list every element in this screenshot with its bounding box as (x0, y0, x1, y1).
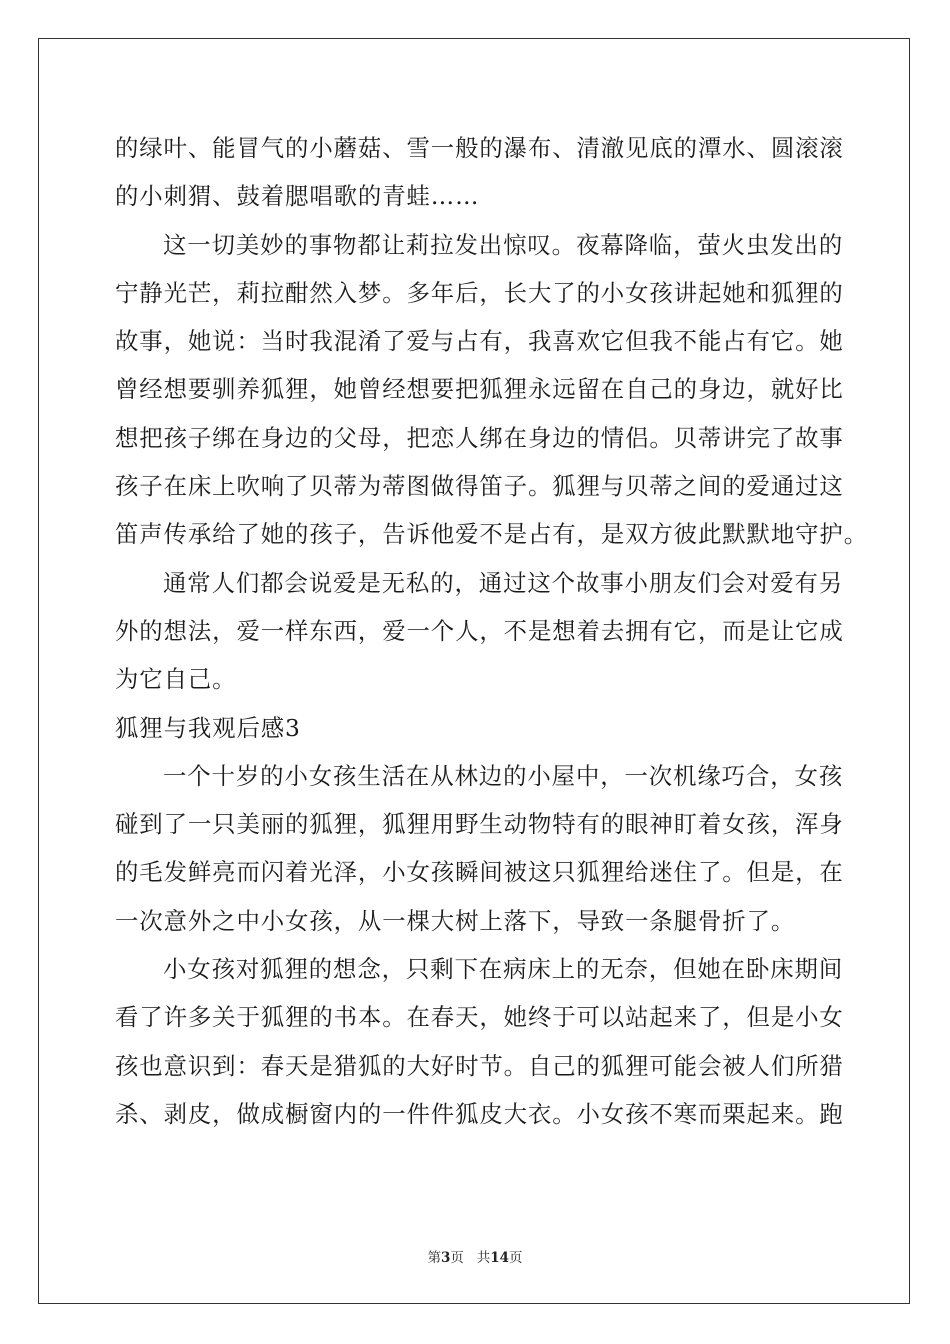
text-line: 孩子在床上吹响了贝蒂为蒂图做得笛子。狐狸与贝蒂之间的爱通过这 (115, 472, 844, 501)
text-line: 宁静光芒，莉拉酣然入梦。多年后，长大了的小女孩讲起她和狐狸的 (115, 278, 844, 307)
total-pages: 14 (490, 1250, 510, 1266)
text-line: 杀、剥皮，做成橱窗内的一件件狐皮大衣。小女孩不寒而栗起来。跑 (115, 1099, 844, 1128)
page-suffix: 页 (450, 1250, 464, 1266)
page-number: 3 (440, 1250, 451, 1266)
text-line: 碰到了一只美丽的狐狸，狐狸用野生动物特有的眼神盯着女孩，浑身 (115, 810, 844, 839)
document-body (115, 124, 869, 1138)
paragraph-start: 这一切美妙的事物都让莉拉发出惊叹。夜幕降临，萤火虫发出的 (163, 230, 844, 259)
paragraph-start: 小女孩对狐狸的想念，只剩下在病床上的无奈，但她在卧床期间 (163, 955, 844, 984)
text-line: 笛声传承给了她的孩子，告诉他爱不是占有，是双方彼此默默地守护。 (115, 520, 869, 549)
section-heading: 狐狸与我观后感3 (115, 713, 301, 742)
paragraph-start: 通常人们都会说爱是无私的，通过这个故事小朋友们会对爱有另 (163, 568, 844, 597)
text-line: 故事，她说：当时我混淆了爱与占有，我喜欢它但我不能占有它。她 (115, 327, 844, 356)
total-suffix: 页 (509, 1250, 523, 1266)
text-line: 孩也意识到：春天是猎狐的大好时节。自己的狐狸可能会被人们所猎 (115, 1051, 844, 1080)
page-footer (0, 1246, 950, 1266)
text-line: 曾经想要驯养狐狸，她曾经想要把狐狸永远留在自己的身边，就好比 (115, 375, 844, 404)
paragraph-start: 一个十岁的小女孩生活在从林边的小屋中，一次机缘巧合，女孩 (163, 761, 844, 790)
total-prefix: 共 (476, 1250, 491, 1266)
text-line: 外的想法，爱一样东西，爱一个人，不是想着去拥有它，而是让它成 (115, 616, 844, 645)
text-line: 的小刺猬、鼓着腮唱歌的青蛙…… (115, 182, 480, 211)
text-line: 看了许多关于狐狸的书本。在春天，她终于可以站起来了，但是小女 (115, 1003, 844, 1032)
text-line: 想把孩子绑在身边的父母，把恋人绑在身边的情侣。贝蒂讲完了故事 (115, 423, 844, 452)
text-line: 一次意外之中小女孩，从一棵大树上落下，导致一条腿骨折了。 (115, 906, 796, 935)
text-line: 的毛发鲜亮而闪着光泽，小女孩瞬间被这只狐狸给迷住了。但是，在 (115, 858, 844, 887)
page-prefix: 第 (427, 1250, 441, 1266)
text-line: 为它自己。 (115, 665, 237, 694)
text-line: 的绿叶、能冒气的小蘑菇、雪一般的瀑布、清澈见底的潭水、圆滚滚 (115, 134, 844, 162)
